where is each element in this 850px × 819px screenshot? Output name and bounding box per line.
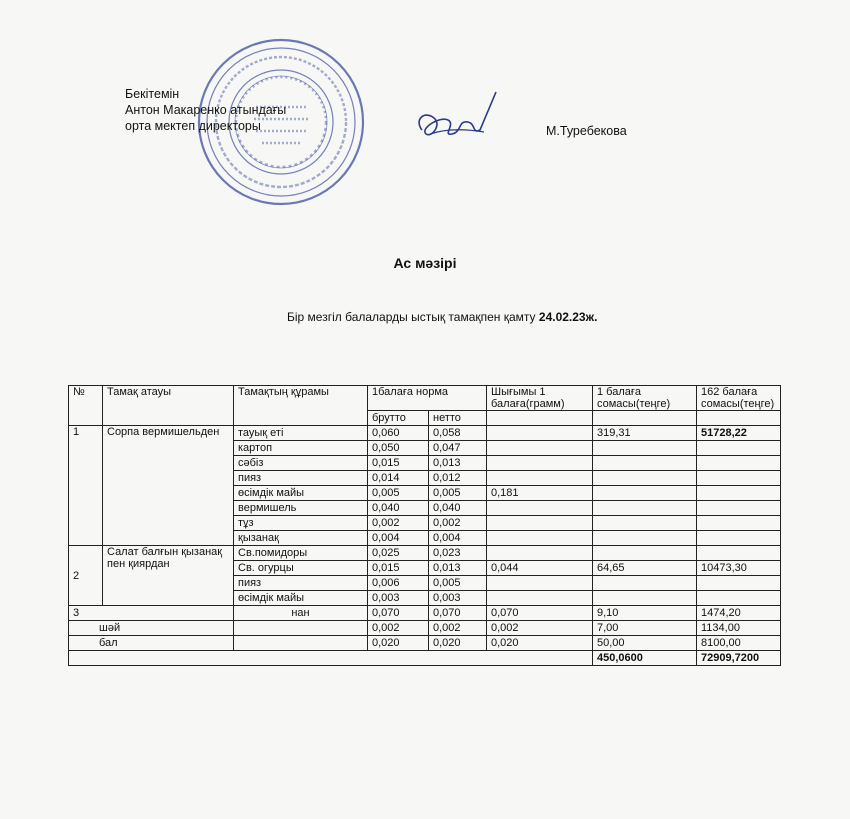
cost-one: 50,00 [593,636,697,651]
netto: 0,004 [429,531,487,546]
cost-total: 8100,00 [697,636,781,651]
netto: 0,002 [429,621,487,636]
ingredient: Св.помидоры [234,546,368,561]
netto: 0,023 [429,546,487,561]
totals-row [69,651,781,666]
brutto: 0,050 [368,441,429,456]
ingredient: Св. огурцы [234,561,368,576]
cost-total: 10473,30 [697,561,781,576]
brutto: 0,005 [368,486,429,501]
header-cost-one: 1 балаға сомасы(теңге) [593,386,697,411]
cost-total: 1474,20 [697,606,781,621]
dish-num: 2 [69,546,103,606]
header-num: № [69,386,103,426]
brutto: 0,003 [368,591,429,606]
cost-one: 64,65 [593,561,697,576]
ingredient: өсімдік майы [234,486,368,501]
brutto: 0,060 [368,426,429,441]
subtitle-text: Бір мезгіл балаларды ыстық тамақпен қамту [287,310,539,324]
header-cost-total: 162 балаға сомасы(теңге) [697,386,781,411]
header-usage: Шығымы 1 балаға(грамм) [487,386,593,411]
brutto: 0,002 [368,516,429,531]
dish-num: 3 [69,606,234,621]
usage: 0,044 [487,561,593,576]
signature [412,90,512,152]
ingredient: тауық еті [234,426,368,441]
cost-one: 9,10 [593,606,697,621]
brutto: 0,020 [368,636,429,651]
table-header-row [69,386,781,411]
dish-name: шәй [69,621,234,636]
header-netto: нетто [429,411,487,426]
netto: 0,002 [429,516,487,531]
table-row [69,636,781,651]
total-cost-total: 72909,7200 [697,651,781,666]
brutto: 0,002 [368,621,429,636]
netto: 0,070 [429,606,487,621]
menu-table [68,385,781,666]
ingredient: сәбіз [234,456,368,471]
brutto: 0,015 [368,561,429,576]
header-composition: Тамақтың құрамы [234,386,368,426]
dish-num: 1 [69,426,103,546]
usage: 0,181 [487,486,593,501]
usage: 0,070 [487,606,593,621]
approval-line-3: орта мектеп директоры [125,119,261,133]
brutto: 0,014 [368,471,429,486]
cost-total: 51728,22 [697,426,781,441]
dish-name: Сорпа вермишельден [103,426,234,546]
netto: 0,040 [429,501,487,516]
table-row [69,606,781,621]
ingredient: пияз [234,576,368,591]
table-row [69,621,781,636]
approval-line-2: Антон Макаренко атындағы [125,103,287,117]
netto: 0,047 [429,441,487,456]
ingredient: пияз [234,471,368,486]
header-brutto: брутто [368,411,429,426]
ingredient: вермишель [234,501,368,516]
subtitle [287,310,597,324]
cost-total: 1134,00 [697,621,781,636]
ingredient: нан [234,606,368,621]
ingredient: тұз [234,516,368,531]
netto: 0,058 [429,426,487,441]
netto: 0,013 [429,561,487,576]
usage: 0,002 [487,621,593,636]
brutto: 0,040 [368,501,429,516]
cost-one: 319,31 [593,426,697,441]
cost-one: 7,00 [593,621,697,636]
director-name: М.Туребекова [546,124,627,138]
table-row [69,546,781,561]
netto: 0,003 [429,591,487,606]
brutto: 0,004 [368,531,429,546]
approval-block [125,86,286,134]
dish-name: бал [69,636,234,651]
usage: 0,020 [487,636,593,651]
brutto: 0,025 [368,546,429,561]
brutto: 0,015 [368,456,429,471]
brutto: 0,070 [368,606,429,621]
netto: 0,012 [429,471,487,486]
dish-name: Салат балғын қызанақ пен қиярдан [103,546,234,606]
netto: 0,005 [429,576,487,591]
netto: 0,005 [429,486,487,501]
page-title: Ас мәзірі [393,255,457,271]
netto: 0,020 [429,636,487,651]
ingredient: қызанақ [234,531,368,546]
approval-line-1: Бекітемін [125,87,180,101]
brutto: 0,006 [368,576,429,591]
ingredient: картоп [234,441,368,456]
header-dish: Тамақ атауы [103,386,234,426]
header-norm: 1балаға норма [368,386,487,411]
subtitle-date: 24.02.23ж. [538,310,598,324]
total-cost-one: 450,0600 [593,651,697,666]
netto: 0,013 [429,456,487,471]
table-row [69,426,781,441]
ingredient: өсімдік майы [234,591,368,606]
